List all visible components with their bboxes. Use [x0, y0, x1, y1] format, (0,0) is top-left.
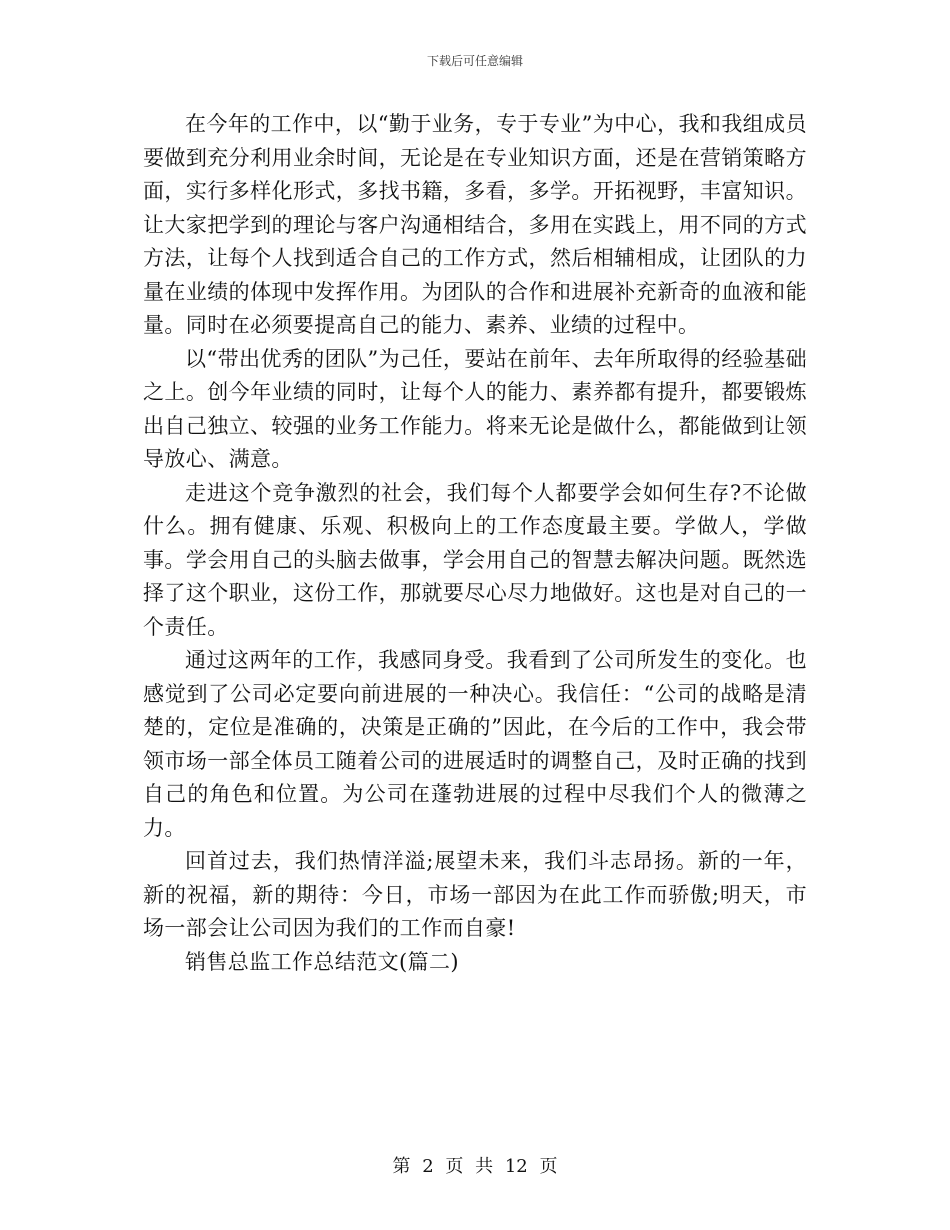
paragraph-1: 在今年的工作中，以“勤于业务，专于专业”为中心，我和我组成员要做到充分利用业余时间，无论是在专业知识方面，还是在营销策略方面，实行多样化形式，多找书籍，多看，多学。开拓视野，丰富知识。让大家把学到的理论与客户沟通相结合，多用在实践上，用不同的方式方法，让每个人找到适合自己的工作方式，然后相辅相成，让团队的力量在业绩的体现中发挥作用。为团队的合作和进展补充新奇的血液和能量。同时在必须要提高自己的能力、素养、业绩的过程中。	[143, 112, 807, 337]
paragraph-5: 回首过去，我们热情洋溢;展望未来，我们斗志昂扬。新的一年，新的祝福，新的期待：今日，市场一部因为在此工作而骄傲;明天，市场一部会让公司因为我们的工作而自豪!	[143, 849, 807, 940]
paragraph-4: 通过这两年的工作，我感同身受。我看到了公司所发生的变化。也感觉到了公司必定要向前进展的一种决心。我信任：“公司的战略是清楚的，定位是准确的，决策是正确的”因此，在今后的工作中，我会带领市场一部全体员工随着公司的进展适时的调整自己，及时正确的找到自己的角色和位置。为公司在蓬勃进展的过程中尽我们个人的微薄之力。	[143, 648, 807, 840]
paragraph-3: 走进这个竞争激烈的社会，我们每个人都要学会如何生存?不论做什么。拥有健康、乐观、积极向上的工作态度最主要。学做人，学做事。学会用自己的头脑去做事，学会用自己的智慧去解决问题。既然选择了这个职业，这份工作，那就要尽心尽力地做好。这也是对自己的一个责任。	[143, 480, 807, 639]
paragraph-2: 以“带出优秀的团队”为己任，要站在前年、去年所取得的经验基础之上。创今年业绩的同时，让每个人的能力、素养都有提升，都要锻炼出自己独立、较强的业务工作能力。将来无论是做什么，都能做到让领导放心、满意。	[143, 346, 807, 471]
section-title: 销售总监工作总结范文(篇二)	[185, 949, 459, 974]
page-number: 第 2 页 共 12 页	[392, 1156, 558, 1177]
document-body	[143, 108, 807, 979]
header-note: 下载后可任意编辑	[426, 54, 523, 68]
